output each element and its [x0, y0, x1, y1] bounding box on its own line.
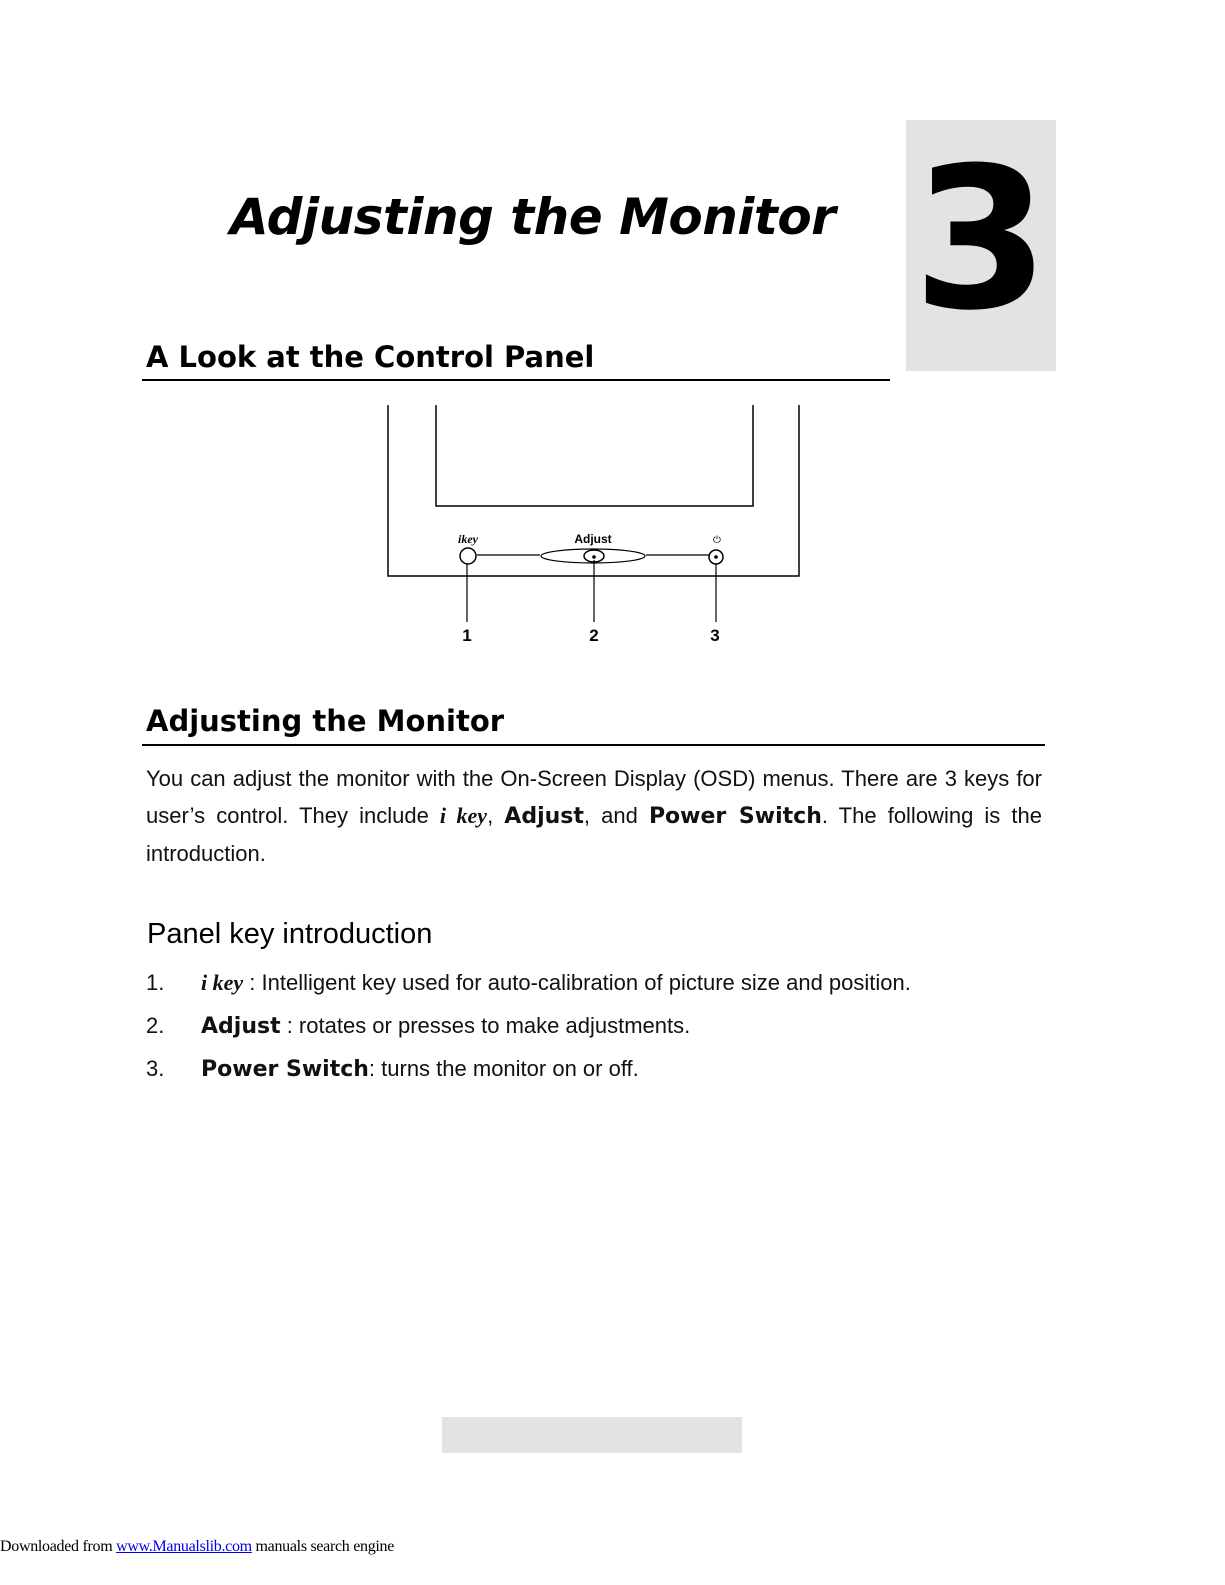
list-item-description: : Intelligent key used for auto-calibration of picture size and position.	[243, 970, 911, 995]
footer-suffix: manuals search engine	[251, 1538, 395, 1555]
list-item-key: i key	[201, 970, 244, 995]
page-footer-bar	[442, 1417, 742, 1453]
list-item-key: Adjust	[201, 1014, 281, 1039]
adjust-label: Adjust	[574, 532, 612, 546]
paragraph-power-switch: Power Switch	[648, 804, 822, 829]
list-item-description: : turns the monitor on or off.	[368, 1056, 639, 1081]
list-item	[146, 1050, 1046, 1093]
panel-key-heading: Panel key introduction	[147, 918, 433, 950]
list-item-number: 1.	[146, 970, 165, 995]
adjusting-paragraph	[146, 760, 1042, 872]
list-item	[146, 964, 1046, 1007]
adjust-button-dot	[592, 555, 596, 559]
ikey-button	[460, 548, 476, 564]
chapter-title: Adjusting the Monitor	[230, 188, 836, 246]
monitor-screen-outline	[436, 405, 753, 506]
list-item-number: 2.	[146, 1013, 165, 1038]
paragraph-ikey: i key	[439, 803, 488, 828]
chapter-number-box	[906, 120, 1056, 371]
paragraph-adjust: Adjust	[504, 804, 584, 829]
paragraph-sep-2: , and	[583, 803, 649, 828]
paragraph-text-1: You can adjust the monitor with the On-Screen Display (OSD) menus. There are 3 keys for user’s control. They include	[146, 766, 1042, 828]
power-symbol: ⏻	[713, 535, 721, 546]
paragraph-text-2: . The following is the introduction.	[146, 803, 1042, 866]
footer-prefix: Downloaded from	[0, 1538, 117, 1555]
control-panel-rule	[142, 379, 890, 381]
panel-key-list	[146, 964, 1046, 1093]
power-button-dot	[714, 555, 718, 559]
control-panel-diagram	[380, 400, 810, 650]
footer-link[interactable]: www.Manualslib.com	[116, 1538, 252, 1555]
list-item-description: : rotates or presses to make adjustments.	[280, 1013, 691, 1038]
control-panel-heading: A Look at the Control Panel	[146, 340, 595, 374]
adjusting-heading: Adjusting the Monitor	[146, 704, 505, 738]
ikey-label: ikey	[458, 532, 478, 546]
chapter-number: 3	[912, 126, 1050, 354]
adjusting-rule	[142, 744, 1045, 746]
list-item-number: 3.	[146, 1056, 165, 1081]
list-item	[146, 1007, 1046, 1050]
list-item-key: Power Switch	[201, 1057, 369, 1082]
download-footer	[0, 1538, 394, 1556]
callout-number-2: 2	[589, 626, 599, 645]
paragraph-sep-1: ,	[487, 803, 505, 828]
callout-number-3: 3	[710, 626, 720, 645]
callout-number-1: 1	[462, 626, 472, 645]
